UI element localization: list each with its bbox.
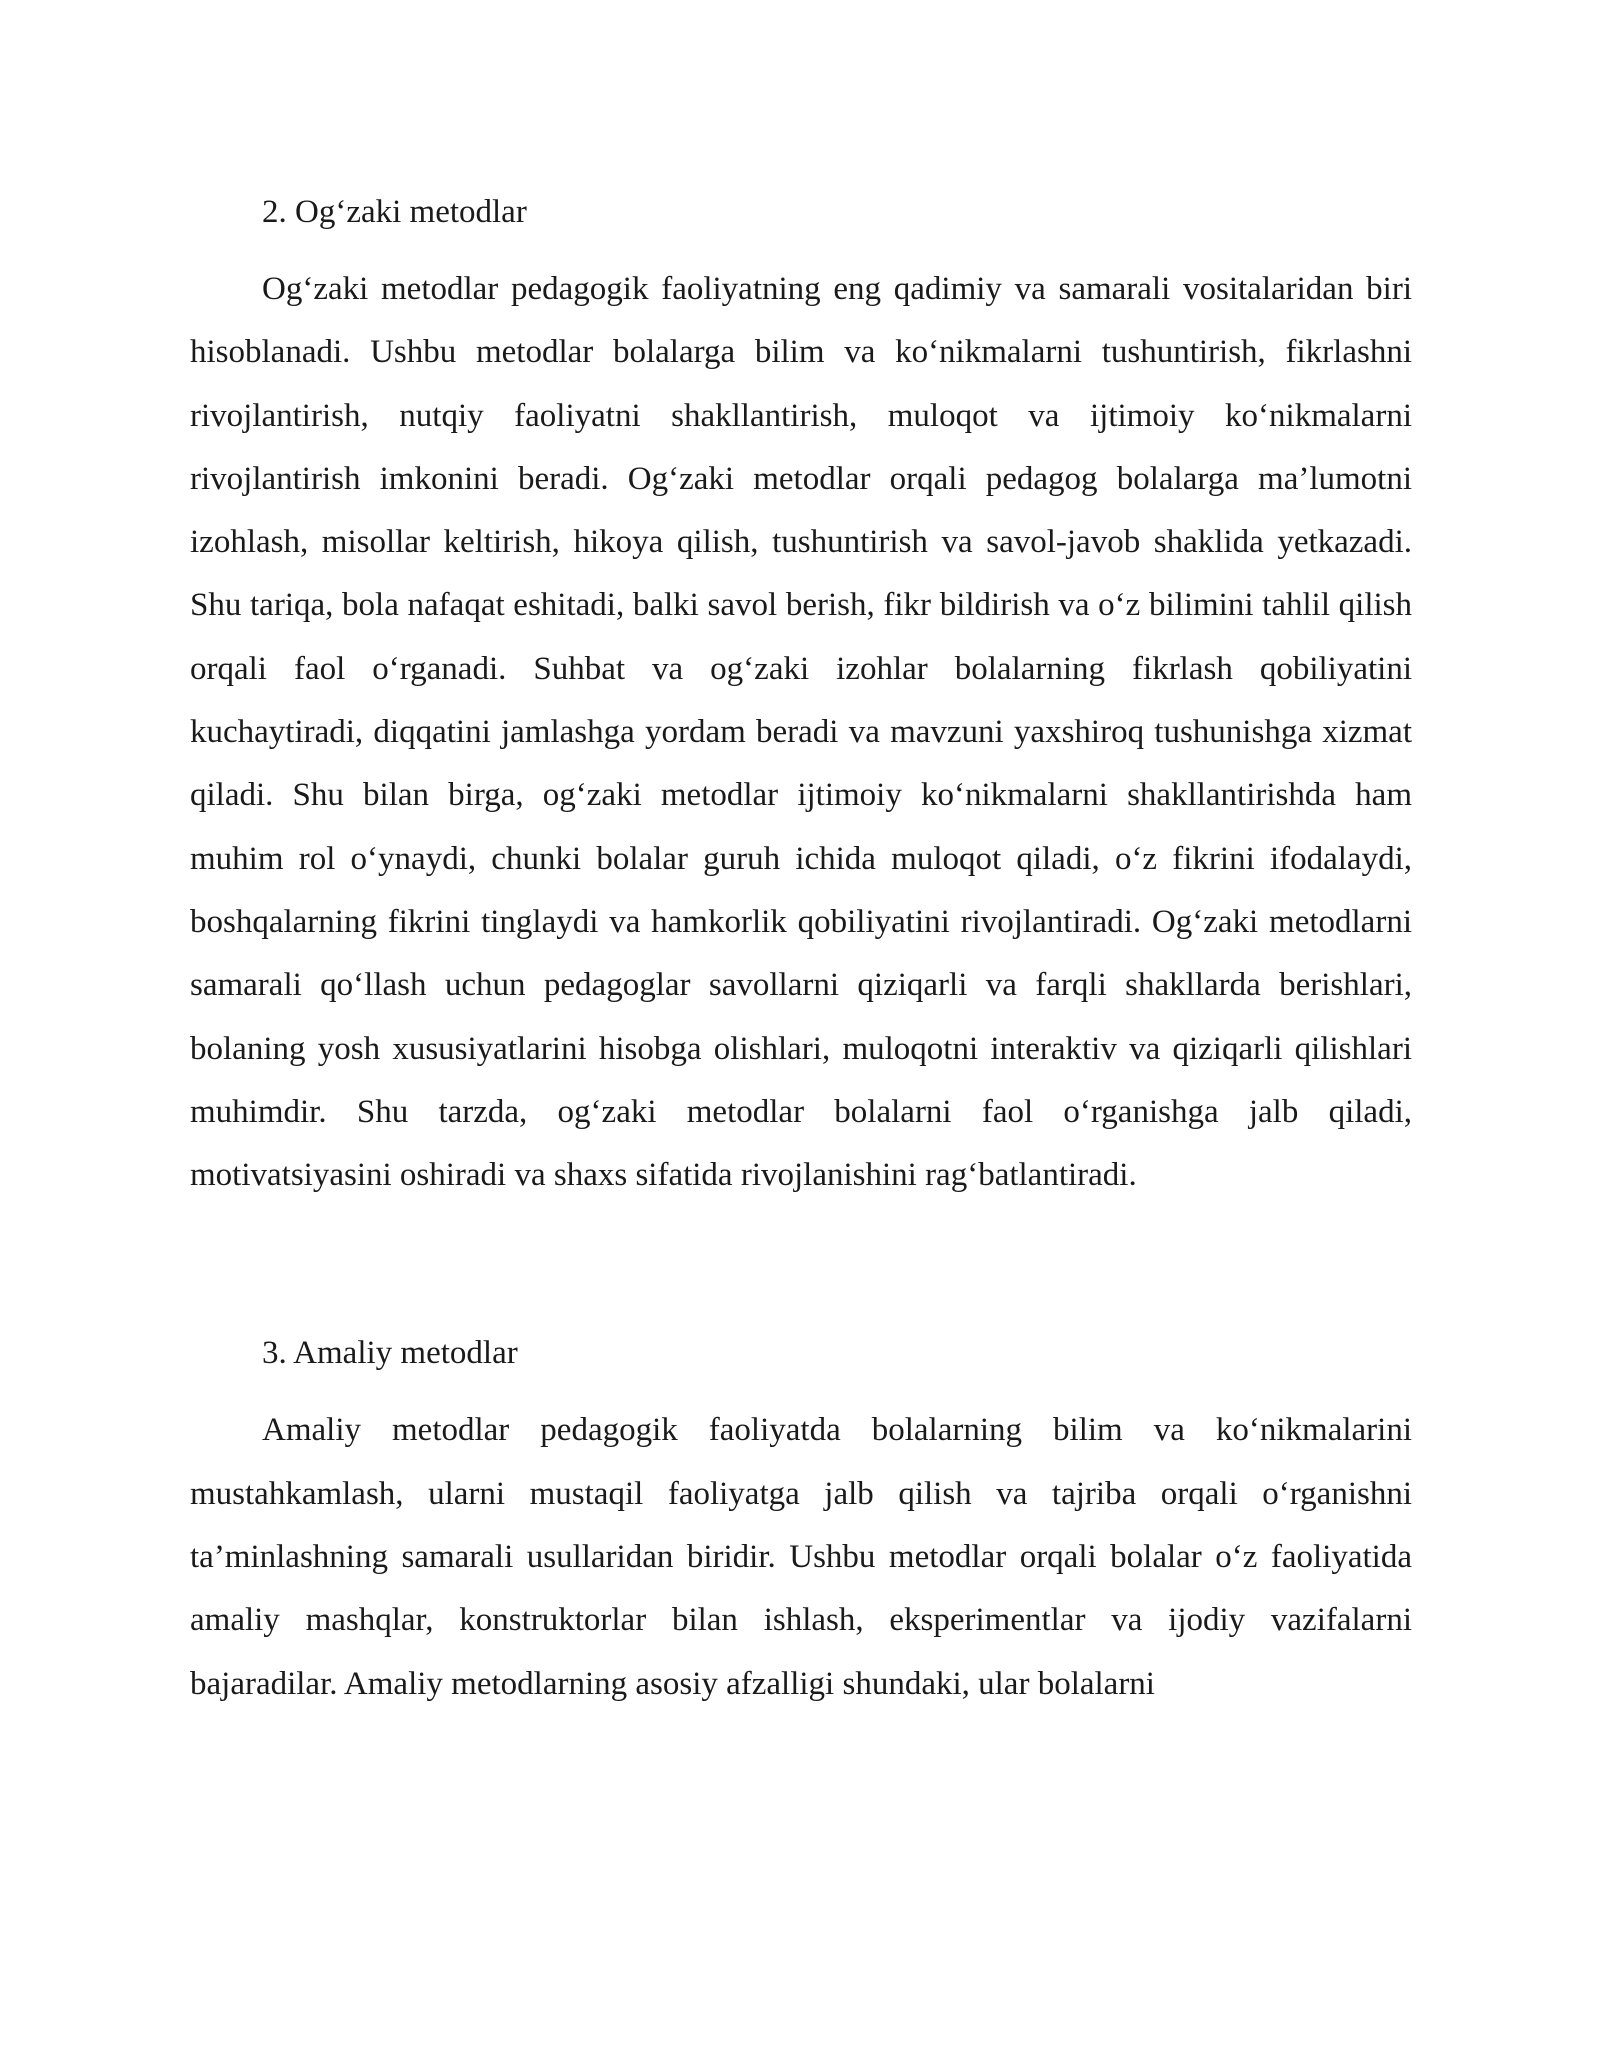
section-heading: 2. Og‘zaki metodlar bbox=[262, 194, 527, 230]
section-paragraph: Og‘zaki metodlar pedagogik faoliyatning eng qadimiy va samarali vositalaridan biri hisoblanadi. Ushbu metodlar bolalarga bilim va ko‘nikmalarni tushuntirish, fikrlashni rivojlantirish, nutqiy faoliyatni shakllantirish, muloqot va ijtimoiy ko‘nikmalarni rivojlantirish imkonini beradi. Og‘zaki metodlar orqali pedagog bolalarga ma’lumotni izohlash, misollar keltirish, hikoya qilish, tushuntirish va savol-javob shaklida yetkazadi. Shu tariqa, bola nafaqat eshitadi, balki savol berish, fikr bildirish va o‘z bilimini tahlil qilish orqali faol o‘rganadi. Suhbat va og‘zaki izohlar bolalarning fikrlash qobiliyatini kuchaytiradi, diqqatini jamlashga yordam beradi va mavzuni yaxshiroq tushunishga xizmat qiladi. Shu bilan birga, og‘zaki metodlar ijtimoiy ko‘nikmalarni shakllantirishda ham muhim rol o‘ynaydi, chunki bolalar guruh ichida muloqot qiladi, o‘z fikrini ifodalaydi, boshqalarning fikrini tinglaydi va hamkorlik qobiliyatini rivojlantiradi. Og‘zaki metodlarni samarali qo‘llash uchun pedagoglar savollarni qiziqarli va farqli shakllarda berishlari, bolaning yosh xususiyatlarini hisobga olishlari, muloqotni interaktiv va qiziqarli qilishlari muhimdir. Shu tarzda, og‘zaki metodlar bolalarni faol o‘rganishga jalb qiladi, motivatsiyasini oshiradi va shaxs sifatida rivojlanishini rag‘batlantiradi. bbox=[190, 271, 1412, 1194]
section-paragraph: Amaliy metodlar pedagogik faoliyatda bolalarning bilim va ko‘nikmalarini mustahkamlash, ularni mustaqil faoliyatga jalb qilish va tajriba orqali o‘rganishni ta’minlashning samarali usullaridan biridir. Ushbu metodlar orqali bolalar o‘z faoliyatida amaliy mashqlar, konstruktorlar bilan ishlash, eksperimentlar va ijodiy vazifalarni bajaradilar. Amaliy metodlarning asosiy afzalligi shundaki, ular bolalarni bbox=[190, 1412, 1412, 1702]
section-heading: 3. Amaliy metodlar bbox=[262, 1335, 518, 1372]
document-body bbox=[190, 186, 1412, 1716]
section-spacer bbox=[190, 1207, 1412, 1327]
section-practical-methods bbox=[190, 1327, 1412, 1715]
section-oral-methods bbox=[190, 186, 1412, 1207]
